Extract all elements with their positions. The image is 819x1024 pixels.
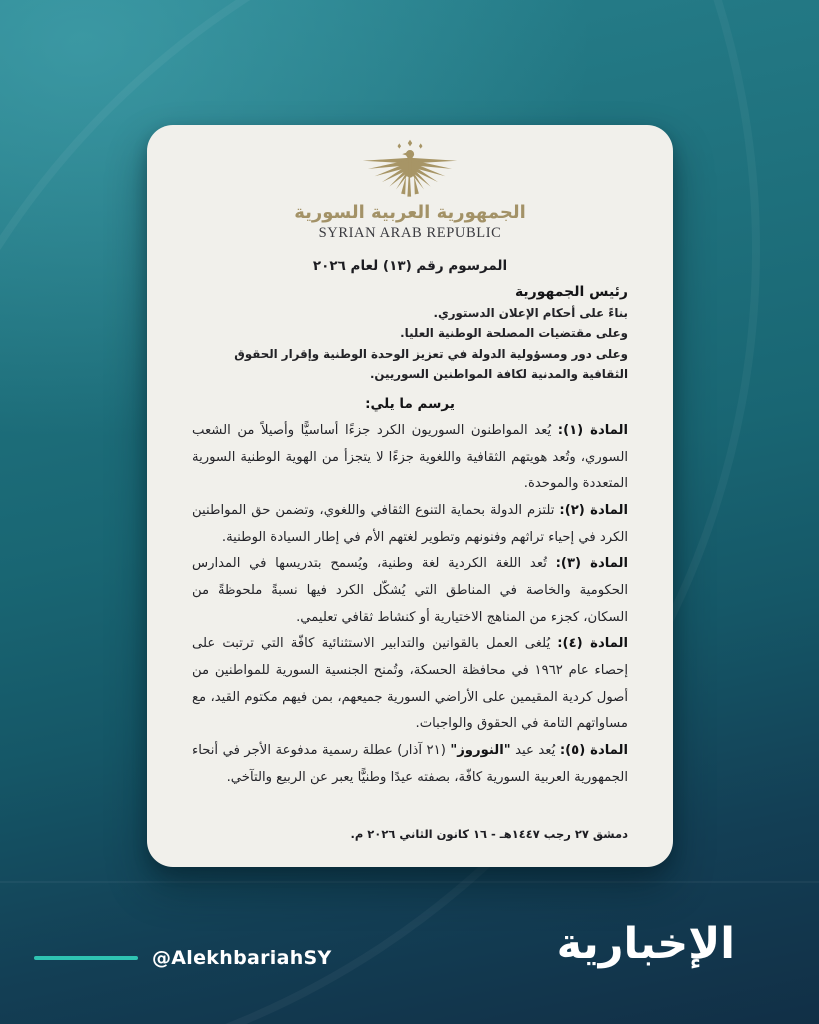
article-2-text: تلتزم الدولة بحماية التنوع الثقافي واللغوي، وتضمن حق المواطنين الكرد في إحياء تراثهم وفنونهم وتطوير لغتهم الأم في إطار السيادة الوطنية. xyxy=(192,503,628,545)
social-handle-row xyxy=(34,944,332,972)
article-5-text-after: (٢١ آذار) عطلة رسمية مدفوعة الأجر في أنحاء الجمهورية العربية السورية كافّة، بصفته عيدًا وطنيًّا يعبر عن الربيع والتآخي. xyxy=(192,743,628,785)
article-1 xyxy=(192,418,628,498)
article-2 xyxy=(192,498,628,551)
decree-document xyxy=(147,125,673,867)
article-4-text: يُلغى العمل بالقوانين والتدابير الاستثنائية كافّة التي ترتبت على إحصاء عام ١٩٦٢ في محافظة الحسكة، وتُمنح الجنسية السورية للمواطنين من أصول كردية المقيمين على الأراضي السورية جميعهم، بمن فيهم مكتوم القيد، مع مساواتهم التامة في الحقوق والواجبات. xyxy=(192,636,628,732)
background-fold-line xyxy=(0,881,819,883)
country-title-english: SYRIAN ARAB REPUBLIC xyxy=(318,225,502,241)
date-place-line: دمشق ٢٧ رجب ١٤٤٧هـ - ١٦ كانون الثاني ٢٠٢٦ م. xyxy=(350,827,628,841)
decree-title: المرسوم رقم (١٣) لعام ٢٠٢٦ xyxy=(312,258,508,274)
article-3 xyxy=(192,551,628,631)
country-title-arabic: الجمهورية العربية السورية xyxy=(294,202,526,223)
syrian-golden-eagle-emblem xyxy=(358,139,462,201)
enacting-clause: يرسم ما يلي: xyxy=(365,396,455,413)
preamble-line-2: وعلى مقتضيات المصلحة الوطنية العليا. xyxy=(400,326,628,341)
preamble xyxy=(192,303,628,384)
article-3-label: المادة (٣): xyxy=(555,556,628,572)
preamble-line-3: وعلى دور ومسؤولية الدولة في تعزيز الوحدة الوطنية وإقرار الحقوق الثقافية والمدنية لكافة المواطنين السوريين. xyxy=(234,346,628,381)
article-5-label: المادة (٥): xyxy=(559,743,628,758)
article-4 xyxy=(192,631,628,738)
issuer-title: رئيس الجمهورية xyxy=(514,284,628,300)
preamble-line-1: بناءً على أحكام الإعلان الدستوري. xyxy=(433,306,628,320)
article-4-label: المادة (٤): xyxy=(557,636,628,652)
handle-accent-line xyxy=(34,956,138,960)
social-handle: @AlekhbariahSY xyxy=(152,947,332,969)
channel-logo: الإخبارية xyxy=(556,919,735,969)
article-5-highlight: "النوروز" xyxy=(450,743,511,758)
article-5-text-before: يُعد عيد xyxy=(510,743,556,758)
article-1-text: يُعد المواطنون السوريون الكرد جزءًا أساسيًّا وأصيلاً من الشعب السوري، وتُعد هويتهم الثقافية واللغوية جزءًا لا يتجزأ من الهوية الوطنية السورية المتعددة والموحدة. xyxy=(192,423,628,492)
article-1-label: المادة (١): xyxy=(557,423,628,439)
article-2-label: المادة (٢): xyxy=(559,503,628,519)
articles-body xyxy=(192,418,628,791)
article-5 xyxy=(192,738,628,791)
article-3-text: تُعد اللغة الكردية لغة وطنية، ويُسمح بتدريسها في المدارس الحكومية والخاصة في المناطق التي يُشكّل الكرد فيها نسبةً ملحوظةً من السكان، كجزء من المناهج الاختيارية أو كنشاط ثقافي تعليمي. xyxy=(192,556,628,625)
